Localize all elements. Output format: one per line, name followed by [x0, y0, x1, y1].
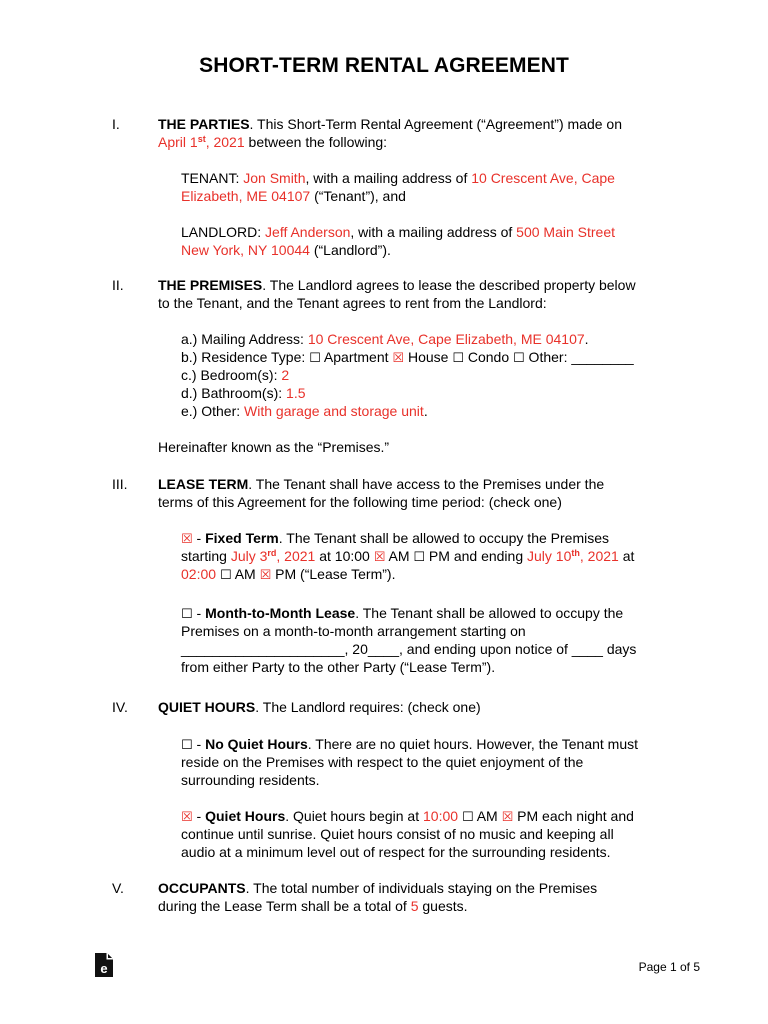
tenant-block: TENANT: Jon Smith, with a mailing address of 10 Crescent Ave, Cape Elizabeth, ME 04107 (“Tenant”), and [181, 170, 615, 204]
section-heading: QUIET HOURS [158, 699, 256, 715]
tenant-name: Jon Smith [243, 170, 306, 186]
quiet-hours-option: ☒ - Quiet Hours. Quiet hours begin at 10:00 ☐ AM ☒ PM each night and continue until sunrise. Quiet hours consist of no music and keeping all audio at a minimum level out of respect for the surrounding residents. [181, 808, 634, 860]
section-heading: OCCUPANTS [158, 880, 246, 896]
tenant-address-cont: Elizabeth, ME 04107 [181, 188, 311, 204]
other-row: e.) Other: With garage and storage unit. [181, 403, 428, 419]
end-am-checkbox[interactable]: ☐ [219, 568, 232, 583]
agreement-date: April 1st, 2021 [158, 134, 245, 150]
fixed-term-option: ☒ - Fixed Term. The Tenant shall be allowed to occupy the Premises starting July 3rd, 2021 at 10:00 ☒ AM ☐ PM and ending July 10th, 2021 at 02:00 ☐ AM ☒ PM (“Lease Term”). [181, 530, 635, 583]
guest-count: 5 [410, 898, 419, 914]
premises-definition: Hereinafter known as the “Premises.” [158, 439, 390, 455]
month-to-month-option: ☐ - Month-to-Month Lease. The Tenant shall be allowed to occupy the Premises on a month-to-month arrangement starting on _____________________, 20____, and ending upon notice of ____ days from either Party to the other Party (“Lease Term”). [181, 605, 637, 675]
start-pm-checkbox[interactable]: ☐ [413, 550, 426, 565]
document-title: SHORT-TERM RENTAL AGREEMENT [199, 54, 569, 77]
section-heading: LEASE TERM [158, 476, 249, 492]
landlord-address: 500 Main Street [516, 224, 615, 240]
section-numeral: III. [112, 476, 128, 492]
eforms-logo-icon [94, 952, 114, 978]
condo-checkbox[interactable]: ☐ [452, 351, 464, 366]
section-heading: THE PREMISES [158, 277, 263, 293]
start-date: July 3rd, 2021 [230, 548, 316, 564]
quiet-pm-checkbox[interactable]: ☒ [501, 810, 514, 825]
mailing-address-row: a.) Mailing Address: 10 Crescent Ave, Cape Elizabeth, ME 04107. [181, 331, 589, 347]
section-numeral: II. [112, 277, 124, 293]
premises-details [181, 330, 701, 420]
landlord-block: LANDLORD: Jeff Anderson, with a mailing address of 500 Main Street New York, NY 10044 (“Landlord”). [181, 224, 615, 258]
bathrooms-row: d.) Bathroom(s): 1.5 [181, 385, 306, 401]
quiet-hours-checkbox[interactable]: ☒ [181, 810, 193, 825]
landlord-address-cont: New York, NY 10044 [181, 242, 310, 258]
month-to-month-checkbox[interactable]: ☐ [181, 607, 193, 622]
landlord-name: Jeff Anderson [265, 224, 351, 240]
bathrooms-value: 1.5 [286, 385, 306, 401]
section-numeral: I. [112, 116, 120, 132]
end-date: July 10th, 2021 [527, 548, 619, 564]
end-time: 02:00 [181, 566, 217, 582]
house-checkbox[interactable]: ☒ [392, 351, 405, 366]
bedrooms-row: c.) Bedroom(s): 2 [181, 367, 290, 383]
no-quiet-hours-checkbox[interactable]: ☐ [181, 738, 193, 753]
end-pm-checkbox[interactable]: ☒ [259, 568, 272, 583]
no-quiet-hours-option: ☐ - No Quiet Hours. There are no quiet hours. However, the Tenant must reside on the Premises with respect to the quiet enjoyment of the surrounding residents. [181, 736, 639, 788]
other-checkbox[interactable]: ☐ [513, 351, 525, 366]
tenant-address: 10 Crescent Ave, Cape [471, 170, 615, 186]
document-page: SHORT-TERM RENTAL AGREEMENT I. THE PARTIES. This Short-Term Rental Agreement (“Agreement”) made on April 1st, 2021 between the following: TENANT: Jon Smith, with a mailing address of 10 Crescent Ave, Cape Elizabeth, ME 04107 (“Tenant”), and LANDLORD: Jeff Anderson, with a mailing address of 500 Main Street New York, NY 10044 (“Landlord”). II. THE PREMISES. The Landlord agrees to lease the described property below to the Tenant, and the Tenant agrees to rent from the Landlord: a.) Mailing Address: 10 Crescent Ave, Cape Elizabeth, ME 04107. b.) Residence Type: ☐ Apartment ☒ House ☐ Condo ☐ Other: ________ c.) Bedroom(s): 2 d.) Bathroom(s): 1.5 e.) Other: With garage and storage unit. Hereinafter known as the “Premises.” III. LEASE TERM. The Tenant shall have access to the Premises under the terms of this Agreement for the following time period: (check one) ☒ - Fixed Term. The Tenant shall be allowed to occupy the Premises starting July 3rd, 2021 at 10:00 ☒ AM ☐ PM and ending July 10th, 2021 at 02:00 ☐ AM ☒ PM (“Lease Term”). ☐ - Month-to-Month Lease. The Tenant shall be allowed to occupy the Premises on a month-to-month arrangement starting on _____________________, 20____, and ending upon notice of ____ days from either Party to the other Party (“Lease Term”). IV. QUIET HOURS. The Landlord requires: (check one) ☐ - No Quiet Hours. There are no quiet hours. However, the Tenant must reside on the Premises with respect to the quiet enjoyment of the surrounding residents. ☒ - Quiet Hours. Quiet hours begin at 10:00 ☐ AM ☒ PM each night and continue until sunrise. Quiet hours consist of no music and keeping all audio at a minimum level out of respect for the surrounding residents. V. OCCUPANTS. The total number of individuals staying on the Premises during the Lease Term shall be a total of 5 guests. e Page 1 of 5 [0, 0, 768, 1024]
apartment-checkbox[interactable]: ☐ [309, 351, 321, 366]
section-numeral: IV. [112, 699, 128, 715]
residence-type-row: b.) Residence Type: ☐ Apartment ☒ House ☐ Condo ☐ Other: ________ [181, 349, 634, 366]
fixed-term-checkbox[interactable]: ☒ [181, 532, 193, 547]
other-value: With garage and storage unit [244, 403, 424, 419]
section-numeral: V. [112, 880, 124, 896]
premises-address: 10 Crescent Ave, Cape Elizabeth, ME 04107 [307, 331, 585, 347]
page-number: Page 1 of 5 [638, 960, 700, 974]
section-heading: THE PARTIES [158, 116, 250, 132]
bedrooms-value: 2 [281, 367, 290, 383]
quiet-am-checkbox[interactable]: ☐ [461, 810, 474, 825]
quiet-hours-time: 10:00 [423, 808, 459, 824]
start-am-checkbox[interactable]: ☒ [373, 550, 386, 565]
svg-text:e: e [100, 961, 108, 976]
